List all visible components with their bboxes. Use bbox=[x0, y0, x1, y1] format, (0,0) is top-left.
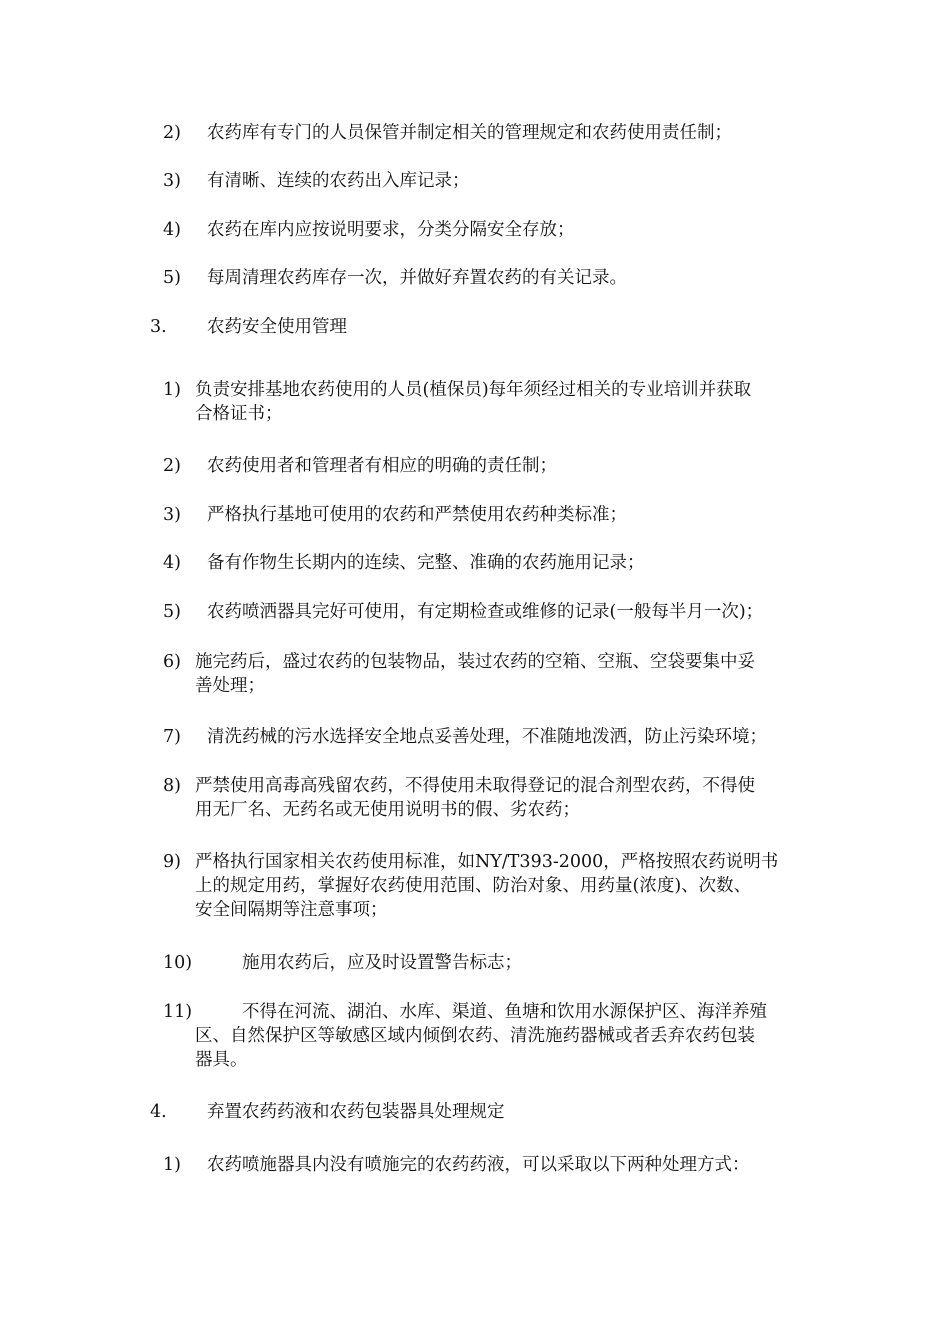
item-text-line: 不得在河流、湖泊、水库、渠道、鱼塘和饮用水源保护区、海洋养殖 bbox=[242, 1002, 767, 1022]
item-number: 3) bbox=[163, 171, 181, 191]
item-text: 施用农药后，应及时设置警告标志； bbox=[242, 953, 522, 973]
item-text-line: 用无厂名、无药名或无使用说明书的假、劣农药； bbox=[195, 800, 580, 820]
item-text: 备有作物生长期内的连续、完整、准确的农药施用记录； bbox=[207, 553, 645, 573]
item-number: 1) bbox=[163, 380, 181, 400]
item-number: 6) bbox=[163, 652, 181, 672]
item-number: 8) bbox=[163, 776, 181, 796]
item-number: 2) bbox=[163, 456, 181, 476]
item-number: 10) bbox=[163, 953, 193, 973]
item-text-line: 负责安排基地农药使用的人员(植保员)每年须经过相关的专业培训并获取 bbox=[195, 380, 752, 400]
item-text: 农药在库内应按说明要求，分类分隔安全存放； bbox=[207, 220, 575, 240]
item-number: 4) bbox=[163, 220, 181, 240]
item-text-line: 上的规定用药，掌握好农药使用范围、防治对象、用药量(浓度)、次数、 bbox=[195, 876, 752, 896]
item-text bbox=[195, 1000, 850, 1072]
item-text-line: 严禁使用高毒高残留农药，不得使用未取得登记的混合剂型农药，不得使 bbox=[195, 776, 755, 796]
item-text-line: 严格执行国家相关农药使用标准，如NY/T393-2000，严格按照农药说明书 bbox=[195, 852, 779, 872]
item-text-line: 善处理； bbox=[195, 676, 265, 696]
item-text: 农药使用者和管理者有相应的明确的责任制； bbox=[207, 456, 557, 476]
item-number: 2) bbox=[163, 123, 181, 143]
item-text bbox=[195, 774, 850, 822]
section-title: 农药安全使用管理 bbox=[207, 317, 347, 337]
item-number: 5) bbox=[163, 602, 181, 622]
item-text-line: 安全间隔期等注意事项； bbox=[195, 900, 388, 920]
item-text: 清洗药械的污水选择安全地点妥善处理，不准随地泼洒，防止污染环境； bbox=[207, 727, 767, 747]
item-number: 3) bbox=[163, 505, 181, 525]
item-text: 农药库有专门的人员保管并制定相关的管理规定和农药使用责任制； bbox=[207, 123, 732, 143]
item-number: 11) bbox=[163, 1002, 193, 1022]
item-text bbox=[195, 378, 850, 426]
section-number: 4. bbox=[150, 1102, 167, 1122]
item-text-line: 施完药后，盛过农药的包装物品，装过农药的空箱、空瓶、空袋要集中妥 bbox=[195, 652, 755, 672]
item-text: 每周清理农药库存一次，并做好弃置农药的有关记录。 bbox=[207, 268, 627, 288]
item-number: 5) bbox=[163, 268, 181, 288]
item-text: 有清晰、连续的农药出入库记录； bbox=[207, 171, 470, 191]
item-number: 9) bbox=[163, 852, 181, 872]
section-number: 3. bbox=[150, 317, 167, 337]
item-text: 农药喷施器具内没有喷施完的农药药液，可以采取以下两种处理方式： bbox=[207, 1155, 750, 1175]
item-text: 农药喷洒器具完好可使用，有定期检查或维修的记录(一般每半月一次)； bbox=[207, 602, 764, 622]
item-text: 严格执行基地可使用的农药和严禁使用农药种类标准； bbox=[207, 505, 627, 525]
item-text-line: 区、自然保护区等敏感区域内倾倒农药、清洗施药器械或者丢弃农药包装 bbox=[195, 1026, 755, 1046]
item-number: 7) bbox=[163, 727, 181, 747]
item-text bbox=[195, 650, 850, 698]
section-title: 弃置农药药液和农药包装器具处理规定 bbox=[207, 1102, 505, 1122]
item-text bbox=[195, 850, 850, 922]
item-number: 4) bbox=[163, 553, 181, 573]
item-text-line: 器具。 bbox=[195, 1050, 248, 1070]
item-text-line: 合格证书； bbox=[195, 404, 283, 424]
item-number: 1) bbox=[163, 1155, 181, 1175]
